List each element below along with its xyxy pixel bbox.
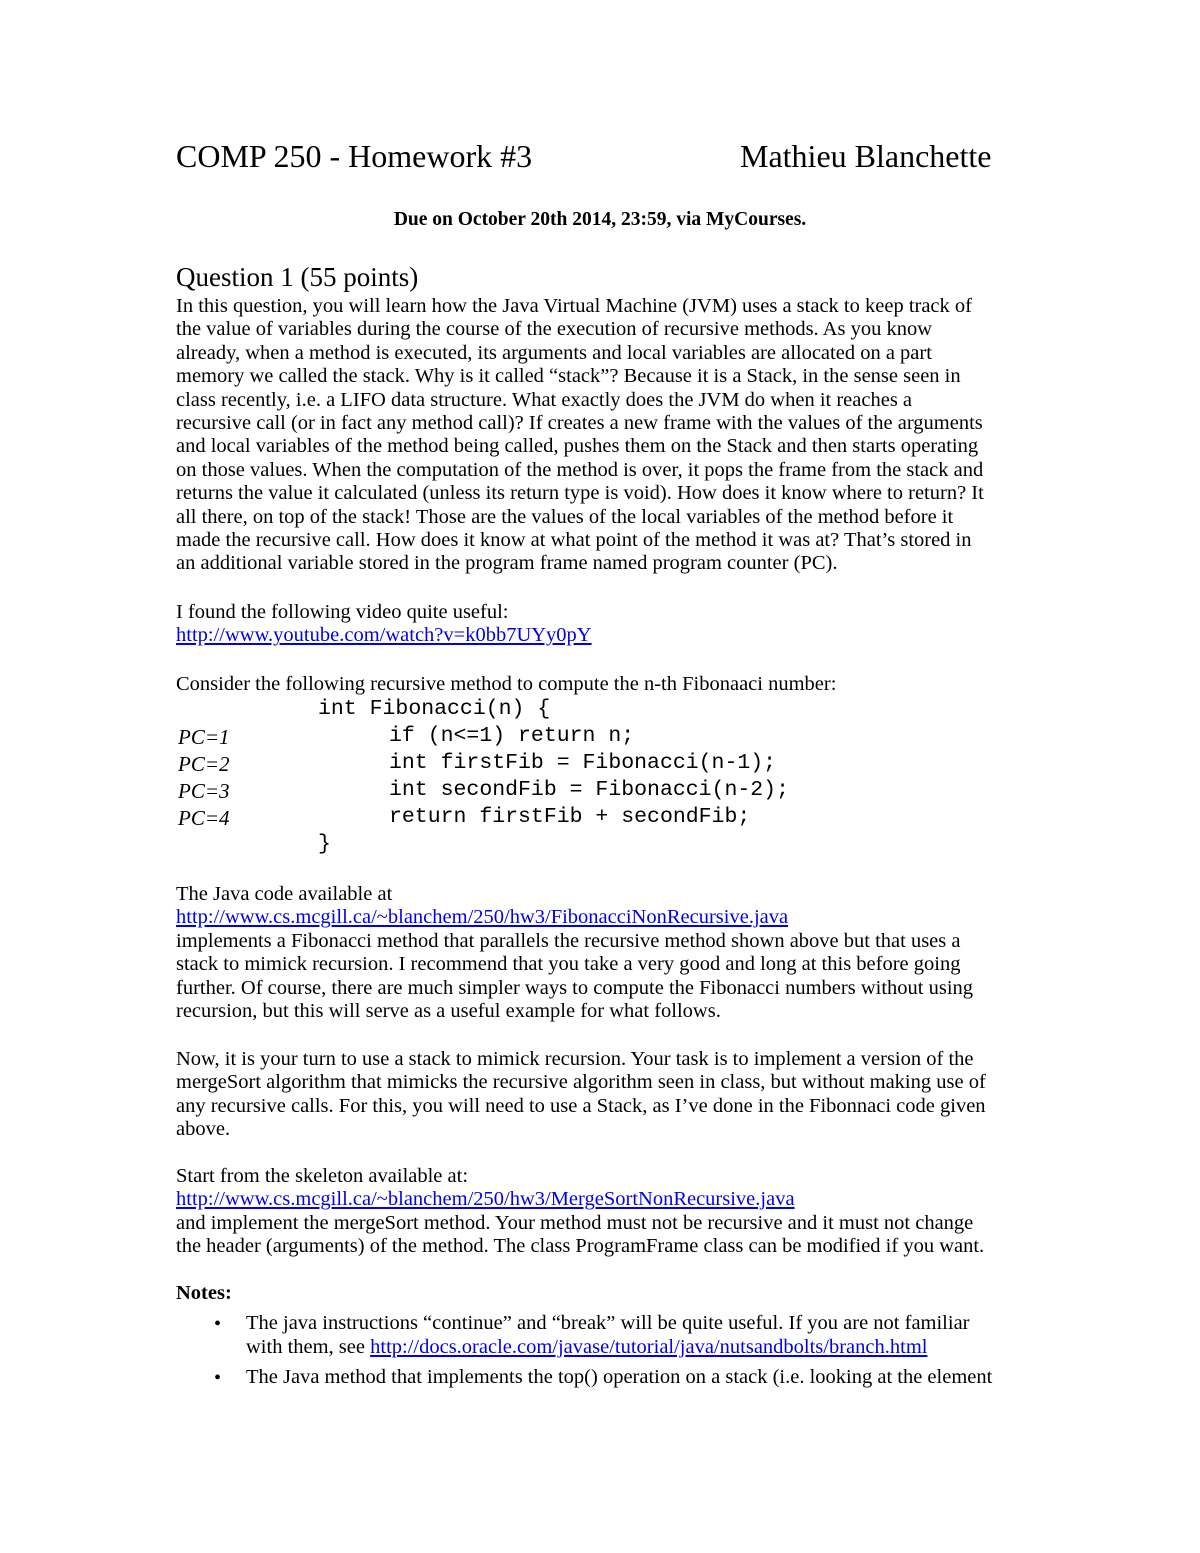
intro-line: and local variables of the method being called, pushes them on the Stack and then starts operating <box>176 435 979 458</box>
code-line: return firstFib + secondFib; <box>389 805 751 829</box>
bullet-icon: • <box>214 1367 222 1389</box>
note-line: The Java method that implements the top() operation on a stack (i.e. looking at the element <box>246 1366 993 1388</box>
bullet-icon: • <box>214 1313 222 1335</box>
fib-line: implements a Fibonacci method that parallels the recursive method shown above but that uses a <box>176 929 961 952</box>
intro-line: on those values. When the computation of the method is over, it pops the frame from the stack and <box>176 458 984 481</box>
code-signature: int Fibonacci(n) { <box>318 697 551 721</box>
branch-doc-link[interactable]: http://docs.oracle.com/javase/tutorial/java/nutsandbolts/branch.html <box>370 1335 928 1358</box>
note-item <box>246 1312 1116 1359</box>
note-line: The java instructions “continue” and “break” will be quite useful. If you are not familiar <box>246 1312 970 1334</box>
fib-line: further. Of course, there are much simpler ways to compute the Fibonacci numbers without using <box>176 976 974 999</box>
video-paragraph <box>176 601 1111 648</box>
code-line: int secondFib = Fibonacci(n-2); <box>389 778 789 802</box>
task-line: mergeSort algorithm that mimicks the recursive algorithm seen in class, but without making use of <box>176 1071 986 1094</box>
code-line: if (n<=1) return n; <box>389 724 635 748</box>
intro-line: In this question, you will learn how the Java Virtual Machine (JVM) uses a stack to keep track of <box>176 295 972 317</box>
pc-label: PC=3 <box>178 779 230 803</box>
skeleton-link[interactable]: http://www.cs.mcgill.ca/~blanchem/250/hw3/MergeSortNonRecursive.java <box>176 1188 795 1211</box>
fib-paragraph <box>176 883 1111 1023</box>
fib-code-link[interactable]: http://www.cs.mcgill.ca/~blanchem/250/hw3/FibonacciNonRecursive.java <box>176 906 789 929</box>
task-line: above. <box>176 1118 231 1141</box>
note-item <box>246 1366 1116 1390</box>
intro-line: the value of variables during the course of the execution of recursive methods. As you know <box>176 318 933 341</box>
intro-line: made the recursive call. How does it know at what point of the method it was at? That’s stored in <box>176 529 972 552</box>
code-closing-brace: } <box>318 832 331 856</box>
video-link[interactable]: http://www.youtube.com/watch?v=k0bb7UYy0pY <box>176 624 592 647</box>
intro-line: class recently, i.e. a LIFO data structure. What exactly does the JVM do when it reaches a <box>176 388 913 411</box>
task-line: any recursive calls. For this, you will need to use a Stack, as I’ve done in the Fibonnaci code given <box>176 1094 986 1117</box>
task-line: Now, it is your turn to use a stack to mimick recursion. Your task is to implement a version of the <box>176 1048 974 1070</box>
skeleton-line: the header (arguments) of the method. The class ProgramFrame class can be modified if you want. <box>176 1235 985 1258</box>
question-heading: Question 1 (55 points) <box>176 262 419 292</box>
intro-line: memory we called the stack. Why is it called “stack”? Because it is a Stack, in the sense seen in <box>176 365 961 388</box>
task-paragraph <box>176 1048 1111 1142</box>
skeleton-line: and implement the mergeSort method. Your method must not be recursive and it must not change <box>176 1211 974 1234</box>
course-title: COMP 250 - Homework #3 <box>176 138 533 174</box>
pc-label: PC=2 <box>178 752 230 776</box>
skeleton-paragraph <box>176 1165 1111 1259</box>
skeleton-intro: Start from the skeleton available at: <box>176 1165 469 1187</box>
consider-line: Consider the following recursive method to compute the n-th Fibonaaci number: <box>176 673 837 695</box>
pc-label: PC=1 <box>178 725 230 749</box>
due-date-line: Due on October 20th 2014, 23:59, via MyCourses. <box>393 209 807 230</box>
intro-line: all there, on top of the stack! Those are the values of the local variables of the method before it <box>176 505 954 528</box>
intro-paragraph <box>176 295 1111 576</box>
author-name: Mathieu Blanchette <box>740 138 992 174</box>
java-code-intro: The Java code available at <box>176 883 393 905</box>
intro-line: recursive call (or in fact any method call)? If creates a new frame with the values of the arguments <box>176 412 983 435</box>
intro-line: an additional variable stored in the program frame named program counter (PC). <box>176 552 838 575</box>
code-line: int firstFib = Fibonacci(n-1); <box>389 751 777 775</box>
note-line-prefix: with them, see <box>246 1335 371 1358</box>
pc-label: PC=4 <box>178 806 230 830</box>
video-intro: I found the following video quite useful: <box>176 601 509 623</box>
notes-heading: Notes: <box>176 1282 232 1304</box>
intro-line: already, when a method is executed, its arguments and local variables are allocated on a part <box>176 341 932 364</box>
fib-line: stack to mimick recursion. I recommend that you take a very good and long at this before going <box>176 953 961 976</box>
intro-line: returns the value it calculated (unless its return type is void). How does it know where to return? It <box>176 482 984 505</box>
fib-line: recursion, but this will serve as a useful example for what follows. <box>176 1000 721 1023</box>
